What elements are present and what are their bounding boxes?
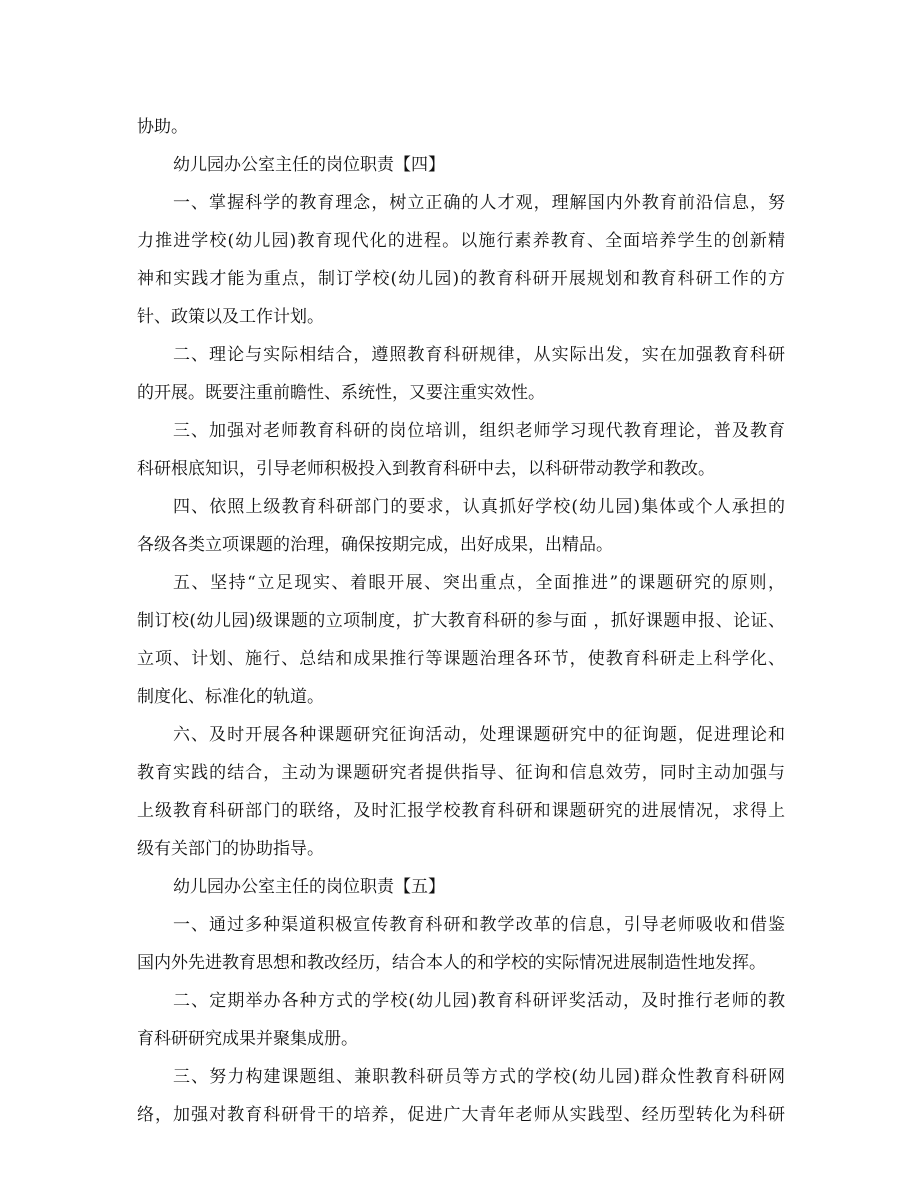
section-heading-5: 幼儿园办公室主任的岗位职责【五】 [173,877,445,897]
continuation-text: 协助。 [137,117,188,137]
paragraph-line: 的开展。既要注重前瞻性、系统性，又要注重实效性。 [137,383,545,403]
paragraph-line: 四、依照上级教育科研部门的要求，认真抓好学校(幼儿园)集体或个人承担的 [173,497,785,517]
paragraph-line: 三、努力构建课题组、兼职教科研员等方式的学校(幼儿园)群众性教育科研网 [173,1067,785,1087]
paragraph-line: 各级各类立项课题的治理，确保按期完成，出好成果，出精品。 [137,535,613,555]
document-body [137,108,785,1134]
paragraph-line: 国内外先进教育思想和教改经历，结合本人的和学校的实际情况进展制造性地发挥。 [137,953,766,973]
paragraph-line: 力推进学校(幼儿园)教育现代化的进程。以施行素养教育、全面培养学生的创新精 [137,231,785,251]
paragraph-line: 络，加强对教育科研骨干的培养，促进广大青年老师从实践型、经历型转化为科研 [137,1105,785,1125]
paragraph-line: 二、定期举办各种方式的学校(幼儿园)教育科研评奖活动，及时推行老师的教 [173,991,785,1011]
paragraph-line: 教育实践的结合，主动为课题研究者提供指导、征询和信息效劳，同时主动加强与 [137,763,785,783]
paragraph-line: 一、掌握科学的教育理念，树立正确的人才观，理解国内外教育前沿信息，努 [173,193,785,213]
paragraph-line: 立项、计划、施行、总结和成果推行等课题治理各环节，使教育科研走上科学化、 [137,649,785,669]
paragraph-line: 针、政策以及工作计划。 [137,307,324,327]
paragraph-line: 育科研研究成果并聚集成册。 [137,1029,358,1049]
paragraph-line: 三、加强对老师教育科研的岗位培训，组织老师学习现代教育理论，普及教育 [173,421,785,441]
paragraph-line: 科研根底知识，引导老师积极投入到教育科研中去，以科研带动教学和教改。 [137,459,715,479]
section-heading-4: 幼儿园办公室主任的岗位职责【四】 [173,155,445,175]
paragraph-line: 制度化、标准化的轨道。 [137,687,324,707]
paragraph-line: 六、及时开展各种课题研究征询活动，处理课题研究中的征询题，促进理论和 [173,725,785,745]
paragraph-line: 一、通过多种渠道积极宣传教育科研和教学改革的信息，引导老师吸收和借鉴 [173,915,785,935]
paragraph-line: 二、理论与实际相结合，遵照教育科研规律，从实际出发，实在加强教育科研 [173,345,785,365]
paragraph-line: 级有关部门的协助指导。 [137,839,324,859]
paragraph-line: 制订校(幼儿园)级课题的立项制度，扩大教育科研的参与面 ，抓好课题申报、论证、 [137,611,785,631]
paragraph-line: 五、坚持“立足现实、着眼开展、突出重点，全面推进”的课题研究的原则， [173,573,785,593]
paragraph-line: 神和实践才能为重点，制订学校(幼儿园)的教育科研开展规划和教育科研工作的方 [137,269,785,289]
paragraph-line: 上级教育科研部门的联络，及时汇报学校教育科研和课题研究的进展情况，求得上 [137,801,785,821]
